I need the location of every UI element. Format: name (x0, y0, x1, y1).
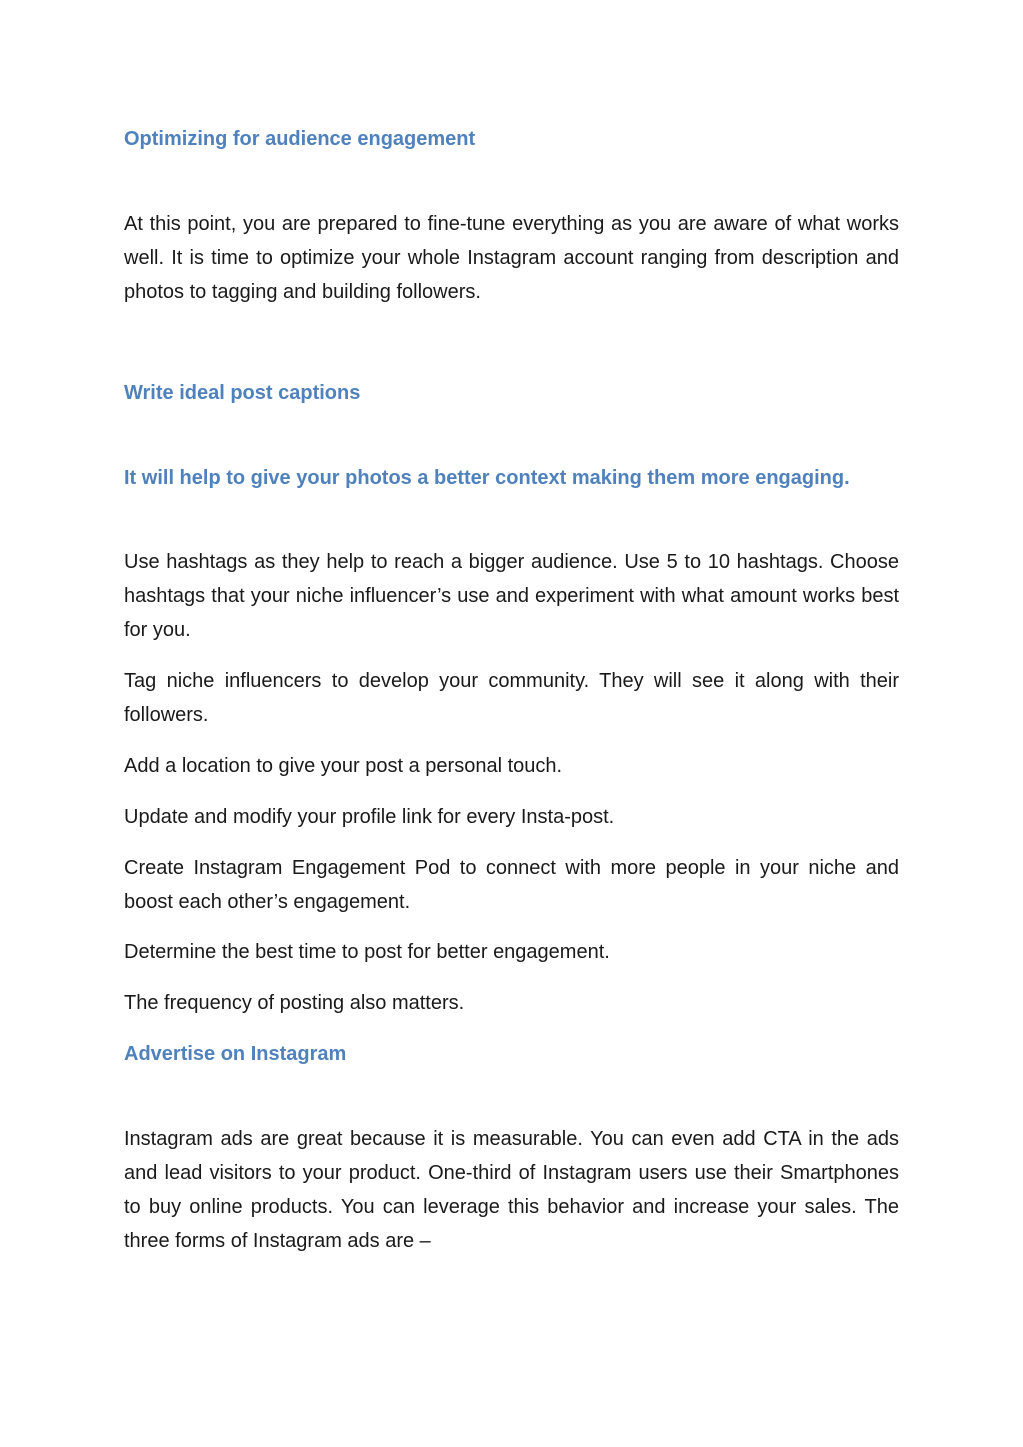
paragraph-best-time: Determine the best time to post for better engagement. (124, 941, 610, 963)
heading-context: It will help to give your photos a better context making them more engaging. (124, 467, 850, 489)
paragraph-location: Add a location to give your post a personal touch. (124, 755, 563, 777)
paragraph-profile-link: Update and modify your profile link for every Insta-post. (124, 806, 615, 828)
paragraph-hashtags: Use hashtags as they help to reach a bigger audience. Use 5 to 10 hashtags. Choose hashtags that your niche influencer’s use and experiment with what amount works best for you. (124, 551, 899, 641)
paragraph-engagement-pod: Create Instagram Engagement Pod to connect with more people in your niche and boost each other’s engagement. (124, 857, 899, 913)
heading-optimizing: Optimizing for audience engagement (124, 128, 476, 150)
paragraph-frequency: The frequency of posting also matters. (124, 992, 465, 1014)
paragraph-tag-influencers: Tag niche influencers to develop your community. They will see it along with their followers. (124, 670, 899, 726)
paragraph-intro: At this point, you are prepared to fine-tune everything as you are aware of what works well. It is time to optimize your whole Instagram account ranging from description and photos to tagging and building followers. (124, 213, 899, 303)
heading-advertise: Advertise on Instagram (124, 1043, 347, 1065)
heading-captions: Write ideal post captions (124, 382, 361, 404)
paragraph-ads: Instagram ads are great because it is measurable. You can even add CTA in the ads and lead visitors to your product. One-third of Instagram users use their Smartphones to buy online products. You can leverage this behavior and increase your sales. The three forms of Instagram ads are – (124, 1128, 899, 1252)
